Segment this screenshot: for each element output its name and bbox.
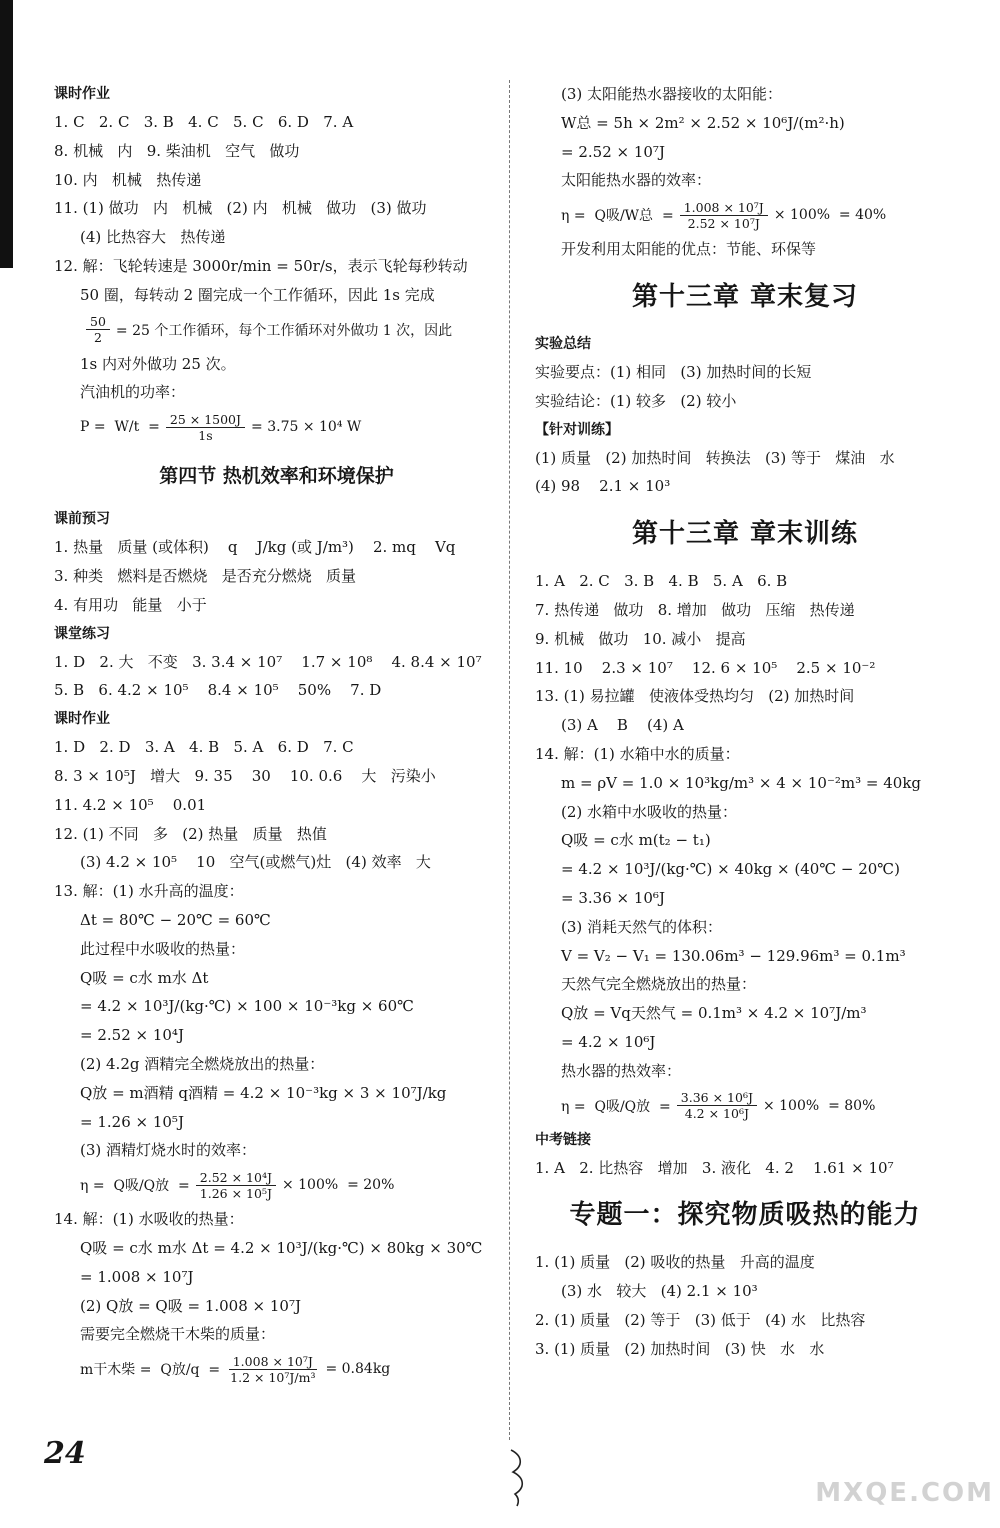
text-line: = 1.26 × 10⁵J xyxy=(80,1112,184,1131)
fold-mark-icon xyxy=(505,1448,535,1508)
text-line: = 2.52 × 10⁴J xyxy=(80,1026,184,1045)
text-line: 14. 解：(1) 水吸收的热量： xyxy=(54,1210,244,1229)
text-line: 1. A 2. 比热容 增加 3. 液化 4. 2 1.61 × 10⁷ xyxy=(535,1158,894,1177)
fraction-numerator: 1.008 × 10⁷J xyxy=(680,200,768,216)
text-line: 开发利用太阳能的优点：节能、环保等 xyxy=(561,240,817,259)
fraction-denominator: 4.2 × 10⁶J xyxy=(684,1106,749,1122)
text-line: 13. 解：(1) 水升高的温度： xyxy=(54,882,244,901)
formula-line xyxy=(54,1165,499,1205)
text-line: (2) 水箱中水吸收的热量： xyxy=(561,802,738,821)
text-line: (4) 比热容大 热传递 xyxy=(80,228,226,247)
formula-line xyxy=(54,407,499,447)
section-subheading: 课时作业 xyxy=(54,86,110,102)
text-line: Q吸 = c水 m水 Δt xyxy=(80,968,209,987)
fraction-numerator: 50 xyxy=(86,314,110,330)
text-line: 汽油机的功率： xyxy=(80,383,186,402)
formula-line xyxy=(54,310,499,350)
fraction xyxy=(226,1354,319,1385)
text-line: 13. (1) 易拉罐 使液体受热均匀 (2) 加热时间 xyxy=(535,687,855,706)
text-line: 天然气完全燃烧放出的热量： xyxy=(561,975,757,994)
text-line: m = ρV = 1.0 × 10³kg/m³ × 4 × 10⁻²m³ = 40kg xyxy=(561,773,922,792)
text-line: 1. D 2. D 3. A 4. B 5. A 6. D 7. C xyxy=(54,738,354,757)
text-line: = 3.36 × 10⁶J xyxy=(561,888,665,907)
text-line: W总 = 5h × 2m² × 2.52 × 10⁶J/(m²·h) xyxy=(561,113,845,132)
text-line: Q放 = m酒精 q酒精 = 4.2 × 10⁻³kg × 3 × 10⁷J/kg xyxy=(80,1083,447,1102)
text-line: 实验结论：(1) 较多 (2) 较小 xyxy=(535,391,737,410)
text-line: 11. (1) 做功 内 机械 (2) 内 机械 做功 (3) 做功 xyxy=(54,199,427,218)
text-line: 太阳能热水器的效率： xyxy=(561,171,712,190)
text-line: Q放 = Vq天然气 = 0.1m³ × 4.2 × 10⁷J/m³ xyxy=(561,1004,867,1023)
text-line: = 4.2 × 10³J/(kg·℃) × 40kg × (40℃ − 20℃) xyxy=(561,860,900,879)
text-line: Δt = 80℃ − 20℃ = 60℃ xyxy=(80,910,271,929)
fraction xyxy=(86,314,110,345)
formula-rhs: = 3.75 × 10⁴ W xyxy=(251,419,362,436)
text-line: 3. (1) 质量 (2) 加热时间 (3) 快 水 水 xyxy=(535,1339,825,1358)
chapter-heading: 第十三章 章末训练 xyxy=(631,519,859,550)
fraction xyxy=(166,412,245,443)
watermark-text: MXQE.COM xyxy=(815,1478,994,1508)
formula-lhs: m干木柴 = Q放/q = xyxy=(80,1362,221,1379)
text-line: Q吸 = c水 m(t₂ − t₁) xyxy=(561,831,711,850)
fraction-denominator: 2 xyxy=(93,330,102,346)
fraction-denominator: 2.52 × 10⁷J xyxy=(687,215,760,231)
text-line: 9. 机械 做功 10. 减小 提高 xyxy=(535,629,746,648)
formula-rhs: = 25 个工作循环，每个工作循环对外做功 1 次，因此 xyxy=(115,322,453,339)
fraction-numerator: 25 × 1500J xyxy=(166,412,245,428)
section-subheading: 课堂练习 xyxy=(54,625,110,642)
fraction-numerator: 3.36 × 10⁶J xyxy=(677,1090,757,1106)
text-line: (3) 水 较大 (4) 2.1 × 10³ xyxy=(561,1282,758,1301)
section-subheading: 实验总结 xyxy=(535,335,591,352)
text-line: 1. C 2. C 3. B 4. C 5. C 6. D 7. A xyxy=(54,113,354,131)
fraction-numerator: 1.008 × 10⁷J xyxy=(229,1354,317,1370)
text-line: 10. 内 机械 热传递 xyxy=(54,170,202,189)
text-line: 11. 10 2.3 × 10⁷ 12. 6 × 10⁵ 2.5 × 10⁻² xyxy=(535,658,876,677)
text-line: (2) Q放 = Q吸 = 1.008 × 10⁷J xyxy=(80,1296,301,1315)
text-line: 8. 3 × 10⁵J 增大 9. 35 30 10. 0.6 大 污染小 xyxy=(54,766,436,785)
text-line: 5. B 6. 4.2 × 10⁵ 8.4 × 10⁵ 50% 7. D xyxy=(54,681,382,700)
text-line: = 4.2 × 10³J/(kg·℃) × 100 × 10⁻³kg × 60℃ xyxy=(80,997,414,1016)
formula-rhs: × 100% = 40% xyxy=(773,207,887,224)
formula-lhs: η = Q吸/Q放 = xyxy=(80,1178,190,1195)
text-line: 14. 解：(1) 水箱中水的质量： xyxy=(535,744,740,763)
text-line: 7. 热传递 做功 8. 增加 做功 压缩 热传递 xyxy=(535,600,855,619)
fraction-numerator: 2.52 × 10⁴J xyxy=(196,1170,276,1186)
section-subheading: 中考链接 xyxy=(535,1131,591,1148)
text-line: 1s 内对外做功 25 次。 xyxy=(80,354,236,373)
text-line: 3. 种类 燃料是否燃烧 是否充分燃烧 质量 xyxy=(54,566,356,585)
formula-line xyxy=(54,1349,499,1389)
text-line: 实验要点：(1) 相同 (3) 加热时间的长短 xyxy=(535,362,812,381)
formula-lhs: η = Q吸/Q放 = xyxy=(561,1098,671,1115)
text-line: 1. A 2. C 3. B 4. B 5. A 6. B xyxy=(535,572,788,591)
text-line: (4) 98 2.1 × 10³ xyxy=(535,477,671,496)
page-edge-bar xyxy=(0,0,13,268)
fraction-denominator: 1.2 × 10⁷J/m³ xyxy=(230,1369,316,1385)
left-column xyxy=(54,80,499,1389)
text-line: = 2.52 × 10⁷J xyxy=(561,142,665,161)
text-line: 4. 有用功 能量 小于 xyxy=(54,595,207,614)
fraction xyxy=(677,1090,757,1121)
formula-lhs: P = W/t = xyxy=(80,419,160,436)
formula-rhs: × 100% = 20% xyxy=(281,1177,395,1194)
fraction-denominator: 1.26 × 10⁵J xyxy=(199,1185,272,1201)
text-line: V = V₂ − V₁ = 130.06m³ − 129.96m³ = 0.1m³ xyxy=(561,946,906,965)
text-line: = 4.2 × 10⁶J xyxy=(561,1032,656,1051)
chapter-heading: 专题一：探究物质吸热的能力 xyxy=(569,1200,921,1231)
section-heading: 第四节 热机效率和环境保护 xyxy=(159,465,394,488)
text-line: 热水器的热效率： xyxy=(561,1061,682,1080)
text-line: 8. 机械 内 9. 柴油机 空气 做功 xyxy=(54,141,300,160)
text-line: = 1.008 × 10⁷J xyxy=(80,1267,194,1286)
formula-line xyxy=(535,195,955,235)
column-divider xyxy=(509,80,510,1440)
text-line: 1. D 2. 大 不变 3. 3.4 × 10⁷ 1.7 × 10⁸ 4. 8.4 × 10⁷ xyxy=(54,652,482,671)
text-line: (3) A B (4) A xyxy=(561,716,684,735)
page-number: 24 xyxy=(44,1436,86,1471)
text-line: 12. 解：飞轮转速是 3000r/min = 50r/s，表示飞轮每秒转动 xyxy=(54,256,468,275)
text-line: (3) 4.2 × 10⁵ 10 空气(或燃气)灶 (4) 效率 大 xyxy=(80,853,431,872)
text-line: (2) 4.2g 酒精完全燃烧放出的热量： xyxy=(80,1054,325,1073)
text-line: 11. 4.2 × 10⁵ 0.01 xyxy=(54,795,207,814)
section-subheading: 【针对训练】 xyxy=(535,421,619,438)
fraction xyxy=(196,1170,276,1201)
section-subheading: 课前预习 xyxy=(54,511,110,528)
formula-rhs: × 100% = 80% xyxy=(762,1097,876,1114)
formula-rhs: = 0.84kg xyxy=(325,1361,391,1378)
right-column xyxy=(535,80,955,1364)
formula-lhs: η = Q吸/W总 = xyxy=(561,208,674,225)
text-line: 1. 热量 质量 (或体积) q J/kg (或 J/m³) 2. mq Vq xyxy=(54,538,456,557)
fraction-denominator: 1s xyxy=(198,427,213,443)
text-line: (1) 质量 (2) 加热时间 转换法 (3) 等于 煤油 水 xyxy=(535,448,895,467)
fraction xyxy=(680,200,768,231)
chapter-heading: 第十三章 章末复习 xyxy=(631,281,859,312)
text-line: 50 圈，每转动 2 圈完成一个工作循环，因此 1s 完成 xyxy=(80,285,435,304)
text-line: 此过程中水吸收的热量： xyxy=(80,939,246,958)
text-line: Q吸 = c水 m水 Δt = 4.2 × 10³J/(kg·℃) × 80kg × 30℃ xyxy=(80,1238,483,1257)
text-line: (3) 酒精灯烧水时的效率： xyxy=(80,1141,257,1160)
formula-line xyxy=(535,1086,955,1126)
text-line: (3) 消耗天然气的体积： xyxy=(561,917,723,936)
text-line: 需要完全燃烧干木柴的质量： xyxy=(80,1325,276,1344)
text-line: 12. (1) 不同 多 (2) 热量 质量 热值 xyxy=(54,824,327,843)
text-line: 2. (1) 质量 (2) 等于 (3) 低于 (4) 水 比热容 xyxy=(535,1310,866,1329)
text-line: (3) 太阳能热水器接收的太阳能： xyxy=(561,85,783,103)
section-subheading: 课时作业 xyxy=(54,711,110,728)
text-line: 1. (1) 质量 (2) 吸收的热量 升高的温度 xyxy=(535,1253,815,1272)
